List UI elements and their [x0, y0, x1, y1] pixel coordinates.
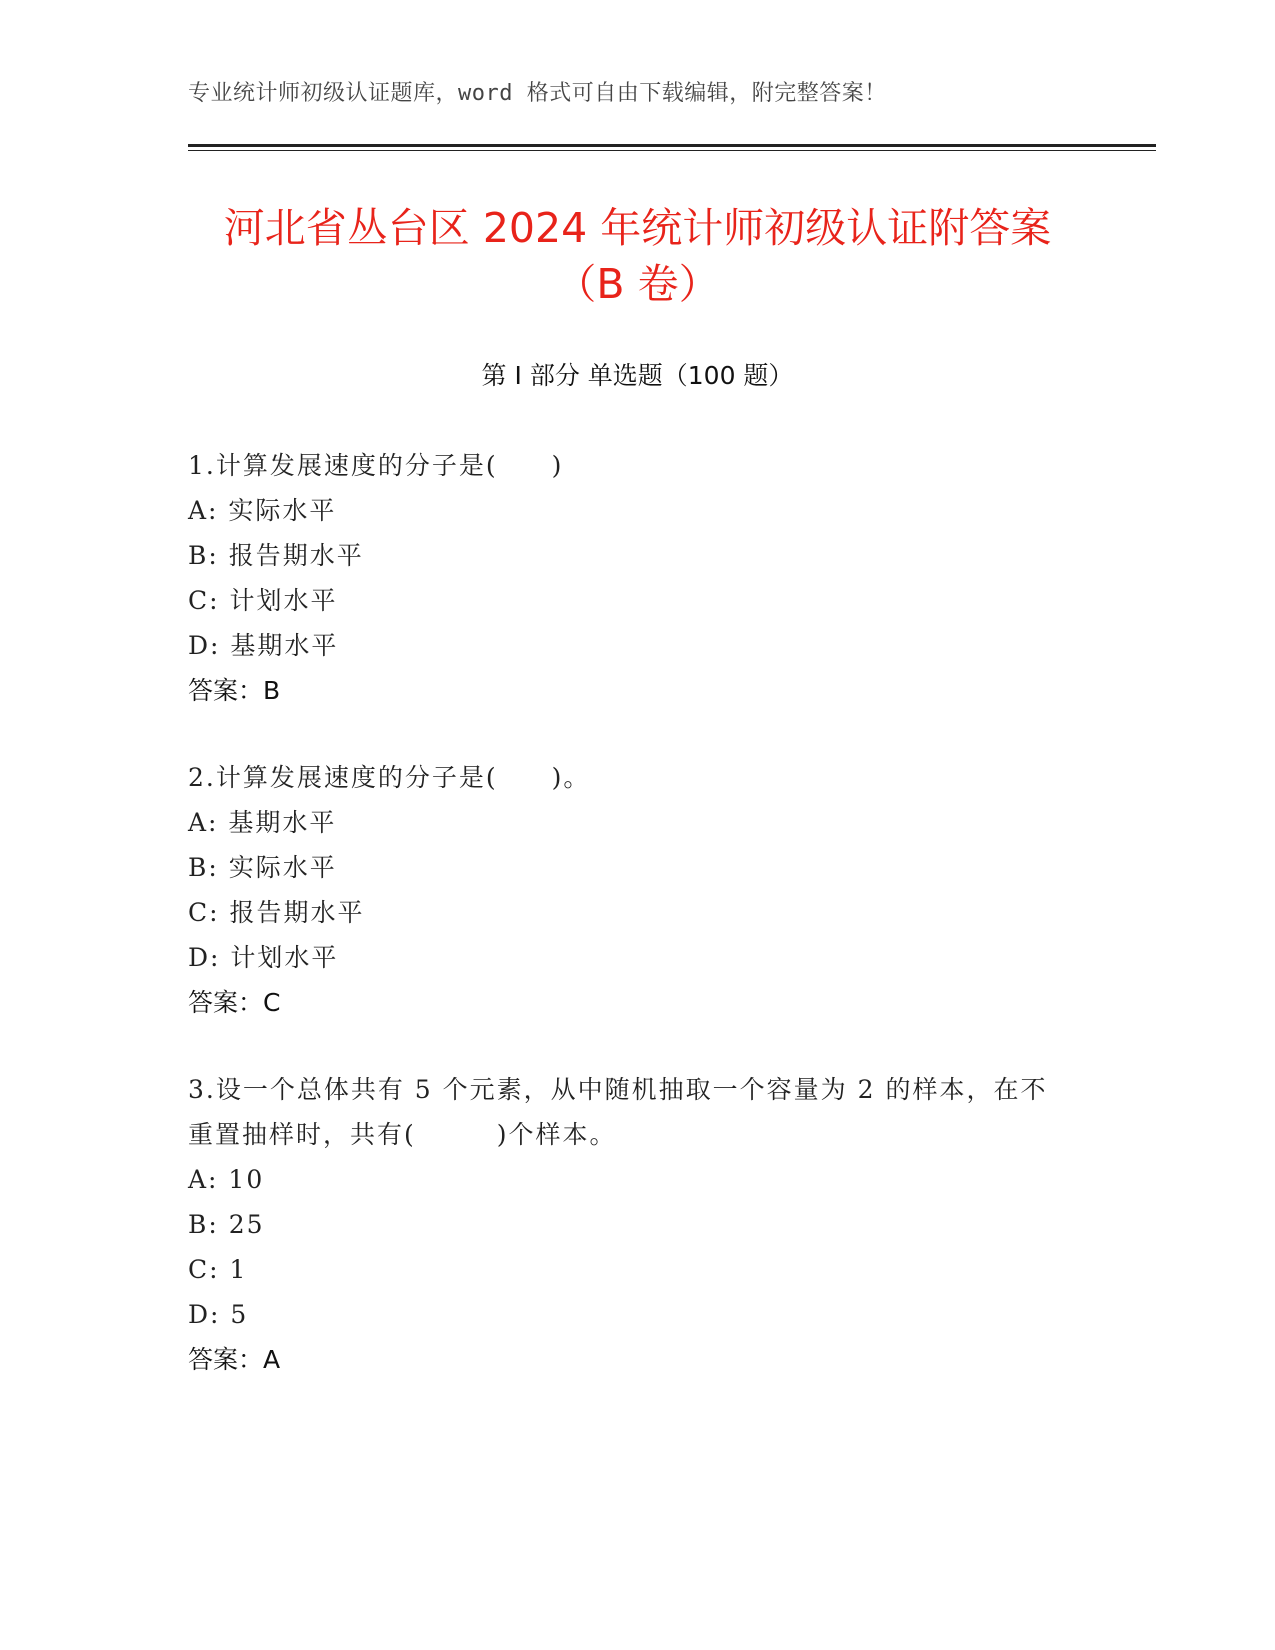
answer-line: 答案：B — [188, 676, 281, 705]
section-heading: 第 I 部分 单选题（100 题） — [481, 361, 794, 390]
question-stem: 3.设一个总体共有 5 个元素，从中随机抽取一个容量为 2 的样本，在不重置抽样时，共有( )个样本。 — [188, 1075, 1048, 1149]
option-b: B: 25 — [188, 1210, 265, 1239]
answer-line: 答案：C — [188, 988, 281, 1017]
option-b: B: 报告期水平 — [188, 541, 364, 570]
option-a: A: 实际水平 — [188, 496, 337, 525]
header-note: 专业统计师初级认证题库，word 格式可自由下载编辑，附完整答案！ — [188, 81, 887, 106]
option-d: D: 5 — [188, 1300, 249, 1329]
option-c: C: 1 — [188, 1255, 248, 1284]
option-a: A: 基期水平 — [188, 808, 337, 837]
document-title — [150, 200, 1125, 312]
option-a: A: 10 — [188, 1165, 265, 1194]
title-line-1: 河北省丛台区 2024 年统计师初级认证附答案 — [223, 204, 1052, 252]
option-c: C: 计划水平 — [188, 586, 338, 615]
option-b: B: 实际水平 — [188, 853, 337, 882]
header-divider-thick — [188, 144, 1156, 147]
header-divider-thin — [188, 150, 1156, 151]
question-stem: 1.计算发展速度的分子是( ) — [188, 451, 564, 480]
option-d: D: 基期水平 — [188, 631, 339, 660]
option-d: D: 计划水平 — [188, 943, 339, 972]
question-list — [188, 443, 1068, 1424]
answer-line: 答案：A — [188, 1345, 281, 1374]
question-stem: 2.计算发展速度的分子是( )。 — [188, 763, 591, 792]
title-line-2: （B 卷） — [555, 260, 720, 308]
option-c: C: 报告期水平 — [188, 898, 365, 927]
question-1 — [188, 443, 1068, 713]
question-3 — [188, 1067, 1068, 1382]
question-2 — [188, 755, 1068, 1025]
